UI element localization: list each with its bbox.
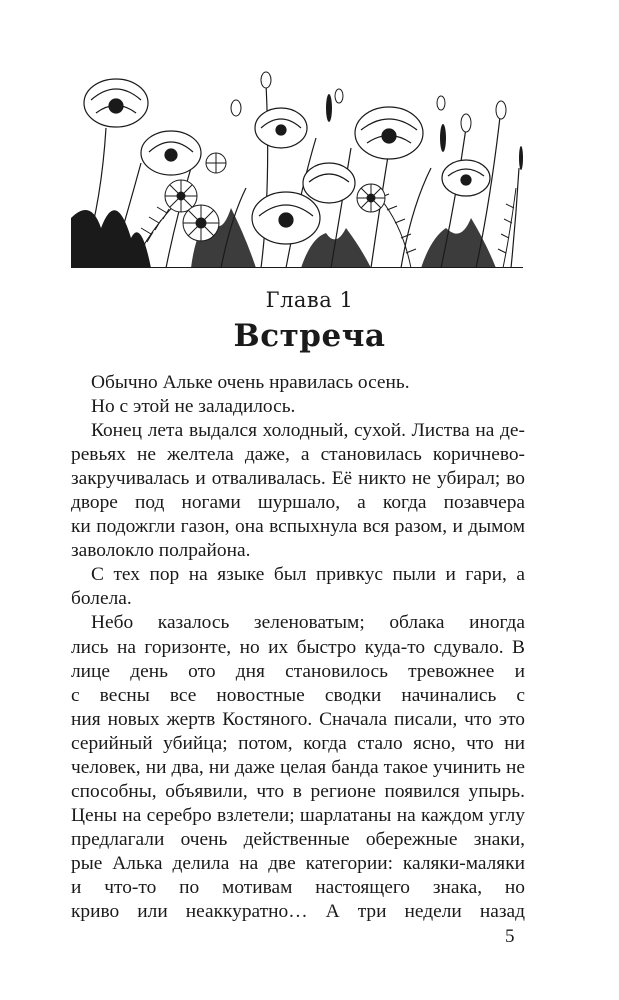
- text-line: человек, ни два, ни даже целая банда такое учинить не: [71, 756, 525, 778]
- text-line: Обычно Альке очень нравилась осень.: [91, 372, 410, 393]
- text-line: заволокло полрайона.: [71, 540, 251, 562]
- text-line: и что-то по мотивам настоящего знака, но: [71, 876, 525, 898]
- text-line: способны, объявили, что в регионе появился упырь.: [71, 780, 525, 802]
- text-line: С тех пор на языке был привкус пыли и гари, а: [91, 564, 525, 586]
- text-line: предлагали очень действенные обережные знаки,: [71, 828, 525, 850]
- text-line: рые Алька делила на две категории: каляки-маляки: [71, 852, 525, 874]
- text-line: лице день ото дня становилось тревожнее и: [71, 660, 525, 682]
- text-line: Конец лета выдался холодный, сухой. Листва на де-: [91, 420, 525, 442]
- chapter-label: Глава 1: [265, 288, 354, 312]
- text-line: дворе под ногами шуршало, а когда позавчера: [71, 492, 525, 514]
- text-line: Небо казалось зеленоватым; облака иногда: [91, 612, 525, 634]
- text-line: Но с этой не заладилось.: [91, 396, 296, 418]
- page-number: 5: [505, 926, 515, 947]
- chapter-body: [71, 371, 525, 924]
- text-line: лись на горизонте, но их быстро куда-то сдувало. В: [71, 636, 525, 658]
- text-line: с весны все новостные сводки начинались с: [71, 684, 525, 706]
- text-line: ки подожгли газон, она вспыхнула вся разом, и дымом: [71, 516, 525, 538]
- text-line: Цены на серебро взлетели; шарлатаны на каждом углу: [71, 804, 525, 826]
- text-line: ревьях не желтела даже, а становилась коричнево-: [71, 444, 525, 466]
- text-line: криво или неаккуратно… А три недели назад: [71, 901, 525, 923]
- text-line: закручивалась и отваливалась. Её никто не убирал; во: [71, 468, 525, 490]
- text-line: болела.: [71, 588, 132, 610]
- text-line: серийный убийца; потом, когда стало ясно, что ни: [71, 732, 525, 754]
- text-line: ния новых жертв Костяного. Сначала писали, что это: [71, 708, 525, 730]
- floral-illustration: [71, 68, 523, 268]
- chapter-title: Встреча: [233, 318, 386, 354]
